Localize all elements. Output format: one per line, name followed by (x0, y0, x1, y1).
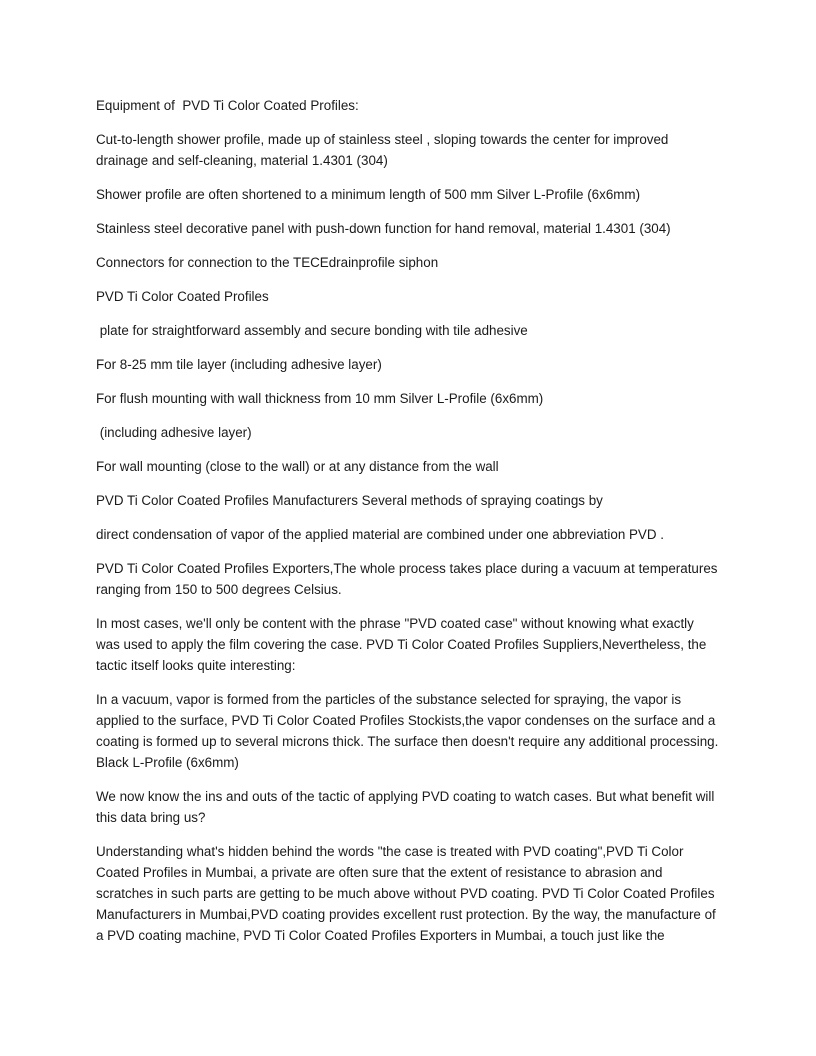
paragraph: PVD Ti Color Coated Profiles Manufacturers Several methods of spraying coatings by (96, 493, 603, 508)
paragraph: Connectors for connection to the TECEdrainprofile siphon (96, 255, 439, 270)
paragraph: We now know the ins and outs of the tactic of applying PVD coating to watch cases. But what benefit will this data bring us? (96, 789, 719, 825)
paragraph: Understanding what's hidden behind the words "the case is treated with PVD coating",PVD Ti Color Coated Profiles in Mumbai, a private are often sure that the extent of resistance to abrasion and scratches in such parts are getting to be much above without PVD coating. PVD Ti Color Coated Profiles Manufacturers in Mumbai,PVD coating provides excellent rust protection. By the way, the manufacture of a PVD coating machine, PVD Ti Color Coated Profiles Exporters in Mumbai, a touch just like the (96, 844, 720, 943)
paragraph: direct condensation of vapor of the applied material are combined under one abbreviation PVD . (96, 527, 664, 542)
paragraph: For 8-25 mm tile layer (including adhesive layer) (96, 357, 382, 372)
paragraph: PVD Ti Color Coated Profiles Exporters,The whole process takes place during a vacuum at temperatures ranging from 150 to 500 degrees Celsius. (96, 561, 722, 597)
paragraph: PVD Ti Color Coated Profiles (96, 289, 269, 304)
paragraph: Stainless steel decorative panel with push-down function for hand removal, material 1.4301 (304) (96, 221, 671, 236)
paragraph: plate for straightforward assembly and secure bonding with tile adhesive (96, 323, 528, 338)
paragraph: (including adhesive layer) (96, 425, 252, 440)
paragraph: For wall mounting (close to the wall) or at any distance from the wall (96, 459, 499, 474)
paragraph: In a vacuum, vapor is formed from the particles of the substance selected for spraying, the vapor is applied to the surface, PVD Ti Color Coated Profiles Stockists,the vapor condenses on the surface and a coating is formed up to several microns thick. The surface then doesn't require any additional processing. Black L-Profile (6x6mm) (96, 692, 723, 770)
paragraph: For flush mounting with wall thickness from 10 mm Silver L-Profile (6x6mm) (96, 391, 544, 406)
document-page (96, 95, 723, 959)
paragraph: Cut-to-length shower profile, made up of stainless steel , sloping towards the center for improved drainage and self-cleaning, material 1.4301 (304) (96, 132, 673, 168)
paragraph: In most cases, we'll only be content with the phrase "PVD coated case" without knowing what exactly was used to apply the film covering the case. PVD Ti Color Coated Profiles Suppliers,Nevertheless, the tactic itself looks quite interesting: (96, 616, 711, 673)
heading-equipment: Equipment of PVD Ti Color Coated Profiles: (96, 98, 359, 113)
paragraph: Shower profile are often shortened to a minimum length of 500 mm Silver L-Profile (6x6mm) (96, 187, 641, 202)
